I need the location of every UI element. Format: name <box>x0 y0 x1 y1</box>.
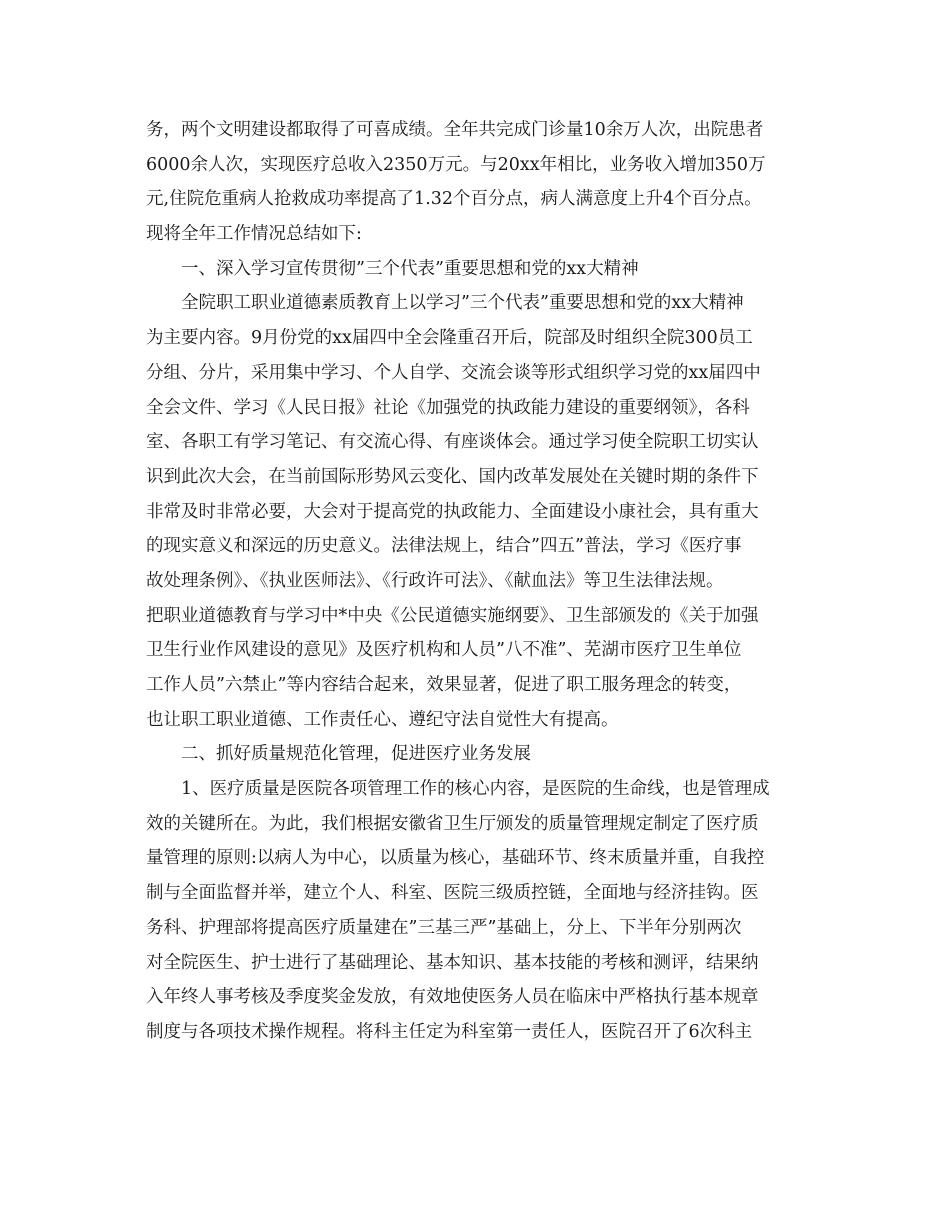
text-line: 为主要内容。9月份党的xx届四中全会隆重召开后，院部及时组织全院300员工 <box>146 328 753 349</box>
text-line: 现将全年工作情况总结如下: <box>146 224 362 245</box>
paragraph-first-line: 一、深入学习宣传贯彻”三个代表”重要思想和党的xx大精神 <box>181 258 639 279</box>
text-line: 把职业道德教育与学习中*中央《公民道德实施纲要》、卫生部颁发的《关于加强 <box>146 605 759 626</box>
text-line: 务，两个文明建设都取得了可喜成绩。全年共完成门诊量10余万人次，出院患者 <box>146 120 764 140</box>
text-line: 全会文件、学习《人民日报》社论《加强党的执政能力建设的重要纲领》，各科 <box>146 397 750 418</box>
text-line: 卫生行业作风建设的意见》及医疗机构和人员”八不准”、芜湖市医疗卫生单位 <box>146 640 742 661</box>
text-line: 室、各职工有学习笔记、有交流心得、有座谈体会。通过学习使全院职工切实认 <box>146 432 759 453</box>
text-line: 效的关键所在。为此，我们根据安徽省卫生厅颁发的质量管理规定制定了医疗质 <box>146 813 759 834</box>
text-line: 制与全面监督并举，建立个人、科室、医院三级质控链，全面地与经济挂钩。医 <box>146 883 759 904</box>
text-line: 也让职工职业道德、工作责任心、遵纪守法自觉性大有提高。 <box>146 709 619 730</box>
text-line: 非常及时非常必要，大会对于提高党的执政能力、全面建设小康社会，具有重大 <box>146 501 759 522</box>
document-body <box>146 113 811 1050</box>
text-line: 的现实意义和深远的历史意义。法律法规上，结合”四五”普法，学习《医疗事 <box>146 536 742 557</box>
paragraph-first-line: 全院职工职业道德素质教育上以学习”三个代表”重要思想和党的xx大精神 <box>181 293 744 314</box>
text-line: 对全院医生、护士进行了基础理论、基本知识、基本技能的考核和测评，结果纳 <box>146 952 759 973</box>
text-line: 元,住院危重病人抢救成功率提高了1.32个百分点，病人满意度上升4个百分点。 <box>146 189 762 210</box>
text-line: 工作人员”六禁止”等内容结合起来，效果显著，促进了职工服务理念的转变， <box>146 675 742 695</box>
paragraph-first-line: 二、抓好质量规范化管理，促进医疗业务发展 <box>181 744 531 765</box>
text-line: 制度与各项技术操作规程。将科主任定为科室第一责任人，医院召开了6次科主 <box>146 1021 753 1042</box>
text-line: 量管理的原则:以病人为中心，以质量为核心，基础环节、终末质量并重，自我控 <box>146 848 765 869</box>
text-line: 识到此次大会，在当前国际形势风云变化、国内改革发展处在关键时期的条件下 <box>146 466 759 487</box>
text-line: 故处理条例》、《执业医师法》、《行政许可法》、《献血法》等卫生法律法规。 <box>146 570 724 591</box>
paragraph-first-line: 1、医疗质量是医院各项管理工作的核心内容，是医院的生命线，也是管理成 <box>181 779 770 800</box>
text-line: 务科、护理部将提高医疗质量建在”三基三严”基础上，分上、下半年分别两次 <box>146 917 742 938</box>
text-line: 分组、分片，采用集中学习、个人自学、交流会谈等形式组织学习党的xx届四中 <box>146 362 761 383</box>
text-line: 6000余人次，实现医疗总收入2350万元。与20xx年相比，业务收入增加350万 <box>146 154 766 175</box>
text-line: 入年终人事考核及季度奖金发放，有效地使医务人员在临床中严格执行基本规章 <box>146 987 759 1008</box>
